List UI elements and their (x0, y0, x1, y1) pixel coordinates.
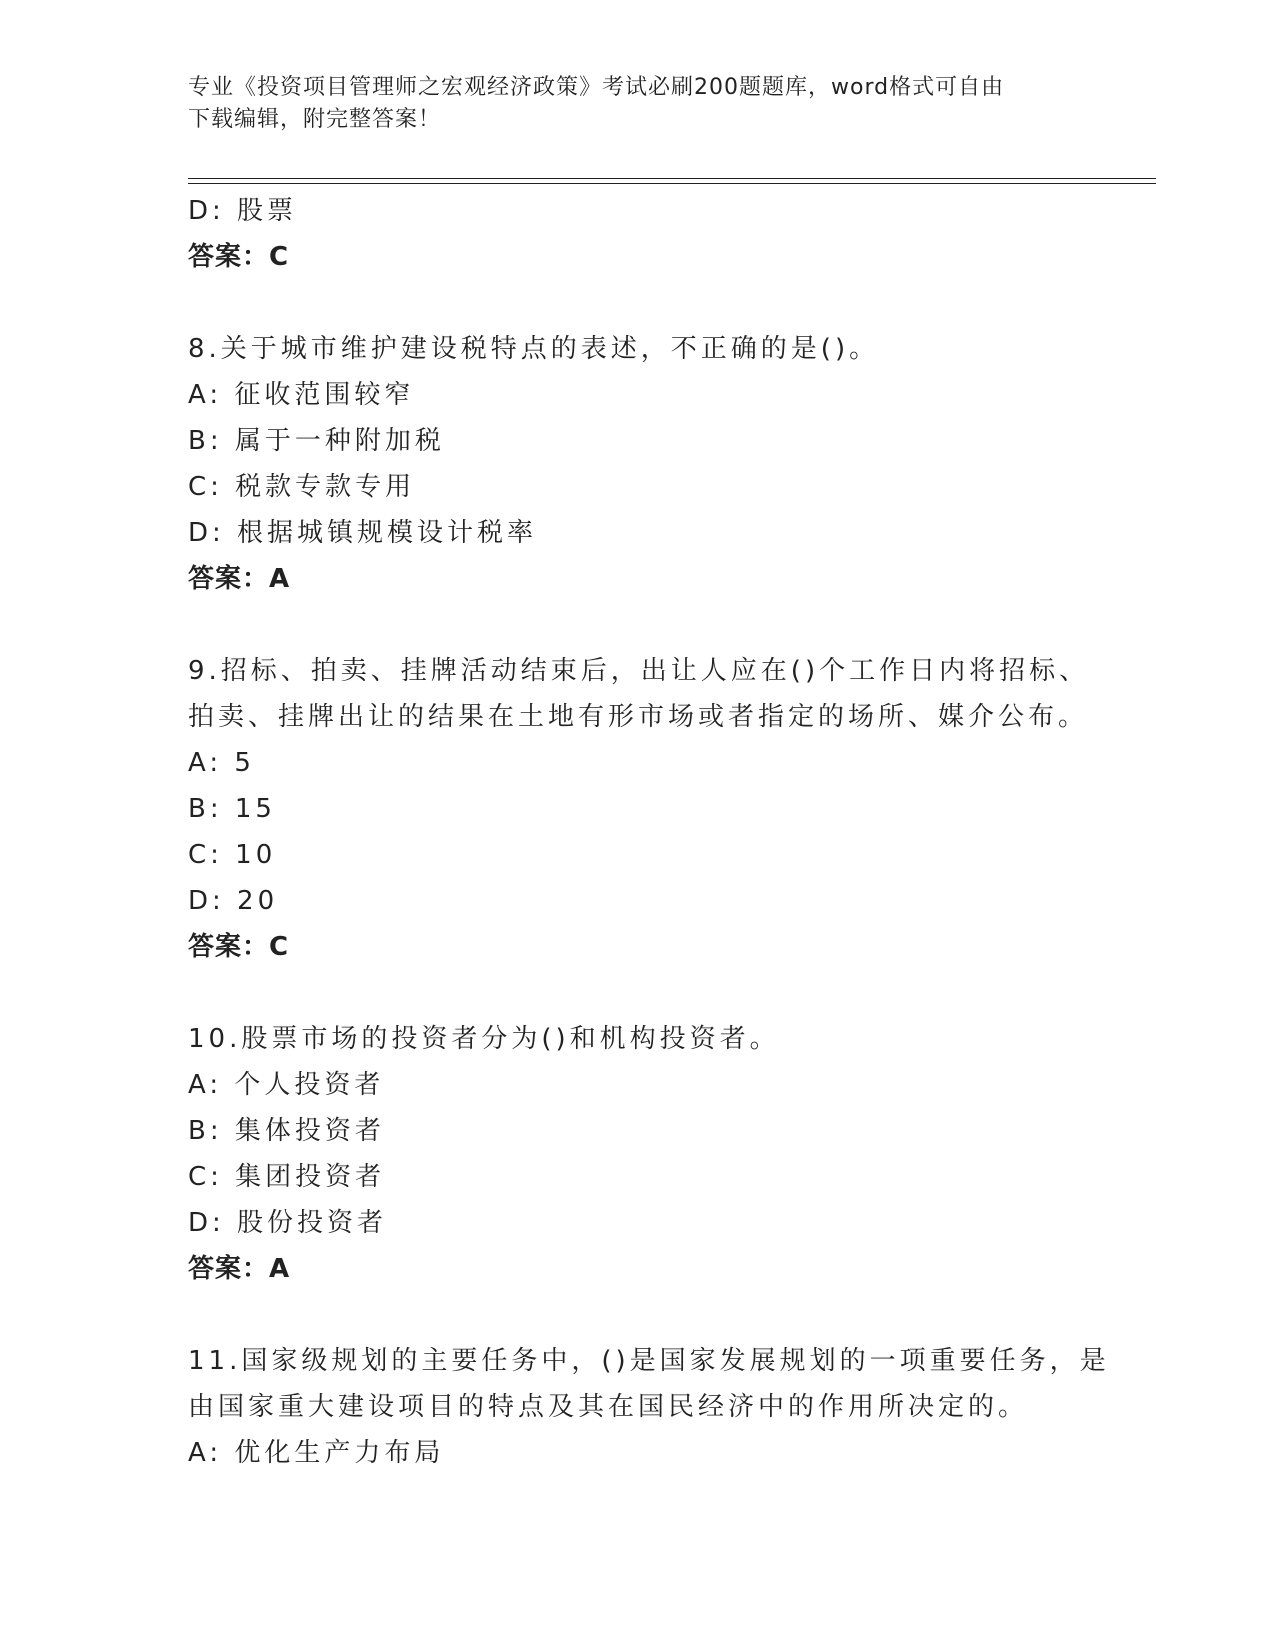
prev-answer: 答案：C (188, 242, 290, 272)
header-line-1: 专业《投资项目管理师之宏观经济政策》考试必刷200题题库，word格式可自由 (188, 75, 1005, 100)
spacer (188, 1292, 1088, 1338)
spacer (188, 280, 1088, 326)
option-c: C: 集团投资者 (188, 1162, 386, 1192)
option-a: A: 优化生产力布局 (188, 1438, 445, 1468)
option-b: B: 15 (188, 794, 276, 824)
option-c: C: 10 (188, 840, 277, 870)
question-content (188, 188, 1110, 1476)
question-9 (188, 648, 1088, 970)
question-8 (188, 326, 1088, 602)
spacer (188, 602, 1088, 648)
question-stem: 9.招标、拍卖、挂牌活动结束后，出让人应在()个工作日内将招标、 (188, 656, 1090, 686)
question-11 (188, 1338, 1110, 1476)
option-a: A: 征收范围较窄 (188, 380, 415, 410)
option-d: D: 20 (188, 886, 279, 916)
option-a: A: 5 (188, 748, 255, 778)
prev-option-d: D: 股票 (188, 196, 298, 226)
option-a: A: 个人投资者 (188, 1070, 385, 1100)
document-header (188, 72, 1068, 136)
option-d: D: 根据城镇规模设计税率 (188, 518, 538, 548)
option-b: B: 属于一种附加税 (188, 426, 445, 456)
header-divider-bottom (188, 183, 1156, 184)
answer: 答案：C (188, 932, 290, 962)
header-line-2: 下载编辑，附完整答案！ (188, 107, 442, 132)
spacer (188, 970, 1088, 1016)
question-10 (188, 1016, 1088, 1292)
answer: 答案：A (188, 1254, 291, 1284)
question-stem: 11.国家级规划的主要任务中，()是国家发展规划的一项重要任务，是 (188, 1346, 1110, 1376)
option-b: B: 集体投资者 (188, 1116, 385, 1146)
question-stem: 8.关于城市维护建设税特点的表述，不正确的是()。 (188, 334, 880, 364)
question-stem-continued: 由国家重大建设项目的特点及其在国民经济中的作用所决定的。 (188, 1392, 1029, 1422)
question-stem: 10.股票市场的投资者分为()和机构投资者。 (188, 1024, 780, 1054)
header-divider-top (188, 178, 1156, 179)
option-d: D: 股份投资者 (188, 1208, 388, 1238)
question-stem-continued: 拍卖、挂牌出让的结果在土地有形市场或者指定的场所、媒介公布。 (188, 702, 1089, 732)
option-c: C: 税款专款专用 (188, 472, 416, 502)
answer: 答案：A (188, 564, 291, 594)
